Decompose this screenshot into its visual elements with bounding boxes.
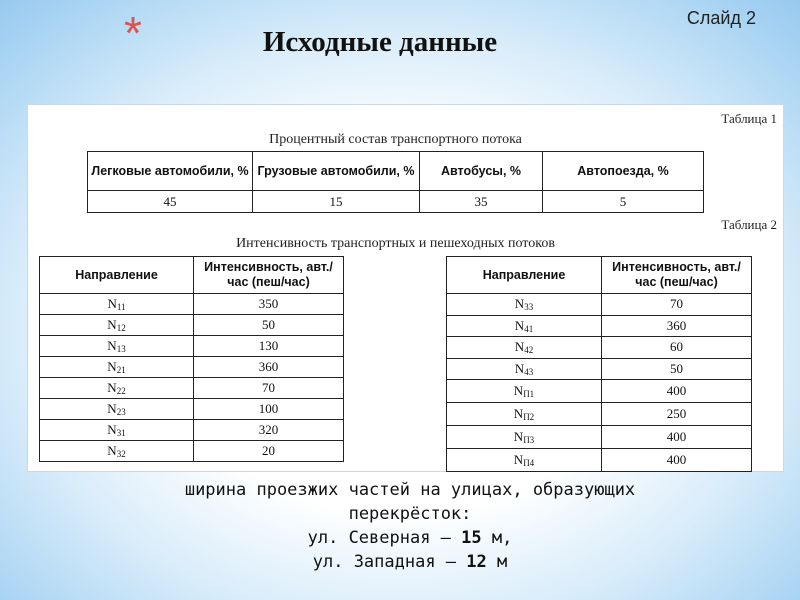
intensity-value: 50 — [602, 358, 752, 380]
street-west — [0, 550, 800, 574]
direction-base: N — [107, 338, 117, 353]
intensity-value: 360 — [602, 315, 752, 337]
intensity-value: 70 — [194, 378, 344, 399]
direction-index: 31 — [116, 428, 126, 438]
asterisk-bullet-icon: * — [124, 7, 142, 59]
direction-index: 11 — [116, 302, 126, 312]
direction-cell — [447, 380, 602, 403]
direction-base: N — [514, 317, 525, 333]
direction-index: 41 — [524, 323, 534, 334]
table-row — [447, 294, 752, 316]
intensity-value: 400 — [602, 380, 752, 403]
table-row — [447, 337, 752, 359]
table-row — [447, 358, 752, 380]
table1-title: Процентный состав транспортного потока — [269, 132, 522, 147]
value-buses: 35 — [420, 191, 543, 213]
direction-base: N — [514, 339, 525, 355]
direction-cell — [447, 426, 602, 449]
intensity-value: 70 — [602, 294, 752, 316]
table-header-row — [447, 257, 752, 294]
footer-line-1: ширина проезжих частей на улицах, образующих — [184, 480, 636, 500]
direction-index: 32 — [116, 449, 126, 459]
street-north-width: 15 — [461, 528, 482, 548]
header-buses: Автобусы, % — [420, 152, 543, 191]
direction-base: N — [514, 296, 525, 312]
footer-line-2: перекрёсток: — [348, 504, 472, 524]
header-direction: Направление — [40, 257, 194, 294]
direction-base: N — [107, 296, 117, 311]
direction-base: N — [513, 452, 524, 467]
direction-cell — [447, 358, 602, 380]
table-row — [40, 336, 344, 357]
value-cars: 45 — [88, 191, 253, 213]
intensity-value: 400 — [602, 449, 752, 472]
tables-panel — [27, 104, 784, 472]
street-width-text — [0, 478, 800, 574]
intensity-value: 20 — [194, 441, 344, 462]
direction-index: 12 — [116, 323, 126, 333]
table-row — [40, 294, 344, 315]
value-road-trains: 5 — [543, 191, 704, 213]
table-row — [40, 315, 344, 336]
direction-index: П3 — [523, 435, 535, 445]
direction-cell — [447, 315, 602, 337]
table-row — [447, 426, 752, 449]
direction-cell — [447, 449, 602, 472]
header-cars: Легковые автомобили, % — [88, 152, 253, 191]
table-header-row — [88, 152, 704, 191]
direction-cell — [40, 441, 194, 462]
direction-base: N — [107, 401, 117, 416]
table1-caption: Таблица 1 — [721, 111, 777, 126]
table2-title: Интенсивность транспортных и пешеходных потоков — [236, 236, 555, 251]
direction-index: П4 — [523, 458, 535, 468]
table-row — [447, 315, 752, 337]
header-intensity: Интенсивность, авт./час (пеш/час) — [602, 257, 752, 294]
table-row — [40, 378, 344, 399]
intensity-table-left — [39, 256, 344, 462]
direction-cell — [447, 294, 602, 316]
header-trucks: Грузовые автомобили, % — [253, 152, 420, 191]
intensity-value: 60 — [602, 337, 752, 359]
street-north-unit: м, — [481, 528, 513, 548]
street-west-label: ул. Западная – — [312, 552, 467, 572]
direction-index: 23 — [116, 407, 126, 417]
intensity-value: 250 — [602, 403, 752, 426]
direction-index: 42 — [524, 345, 534, 356]
slide-title: Исходные данные — [262, 26, 498, 58]
direction-cell — [40, 399, 194, 420]
table2-caption: Таблица 2 — [721, 217, 777, 232]
direction-cell — [40, 315, 194, 336]
table-row — [447, 380, 752, 403]
header-road-trains: Автопоезда, % — [543, 152, 704, 191]
direction-base: N — [107, 359, 117, 374]
direction-index: П2 — [523, 412, 535, 422]
header-direction: Направление — [447, 257, 602, 294]
table-row — [447, 449, 752, 472]
table-row — [40, 399, 344, 420]
direction-index: 33 — [524, 302, 534, 313]
intensity-value: 100 — [194, 399, 344, 420]
street-north-label: ул. Северная – — [307, 528, 462, 548]
direction-index: П1 — [523, 389, 535, 399]
street-west-width: 12 — [466, 552, 487, 572]
slide-number: Слайд 2 — [686, 8, 756, 28]
table-header-row — [40, 257, 344, 294]
direction-base: N — [513, 429, 524, 444]
table-row — [40, 420, 344, 441]
table-row — [40, 357, 344, 378]
header-intensity: Интенсивность, авт./час (пеш/час) — [194, 257, 344, 294]
direction-cell — [40, 357, 194, 378]
table-row — [447, 403, 752, 426]
direction-base: N — [107, 422, 117, 437]
intensity-value: 360 — [194, 357, 344, 378]
direction-index: 43 — [524, 366, 534, 377]
composition-table — [87, 151, 704, 213]
table-row — [40, 441, 344, 462]
direction-index: 13 — [116, 344, 126, 354]
intensity-value: 320 — [194, 420, 344, 441]
direction-cell — [40, 420, 194, 441]
intensity-table-right — [446, 256, 752, 472]
intensity-value: 130 — [194, 336, 344, 357]
direction-base: N — [513, 383, 524, 398]
intensity-value: 350 — [194, 294, 344, 315]
direction-cell — [447, 337, 602, 359]
direction-cell — [40, 378, 194, 399]
street-west-unit: м — [486, 552, 508, 572]
direction-base: N — [514, 360, 525, 376]
direction-base: N — [513, 406, 524, 421]
direction-cell — [40, 294, 194, 315]
direction-base: N — [107, 443, 117, 458]
direction-index: 21 — [116, 365, 126, 375]
street-north — [0, 526, 800, 550]
direction-cell — [447, 403, 602, 426]
table-row — [88, 191, 704, 213]
direction-cell — [40, 336, 194, 357]
direction-index: 22 — [116, 386, 126, 396]
value-trucks: 15 — [253, 191, 420, 213]
intensity-value: 50 — [194, 315, 344, 336]
direction-base: N — [107, 317, 117, 332]
direction-base: N — [107, 380, 117, 395]
intensity-value: 400 — [602, 426, 752, 449]
